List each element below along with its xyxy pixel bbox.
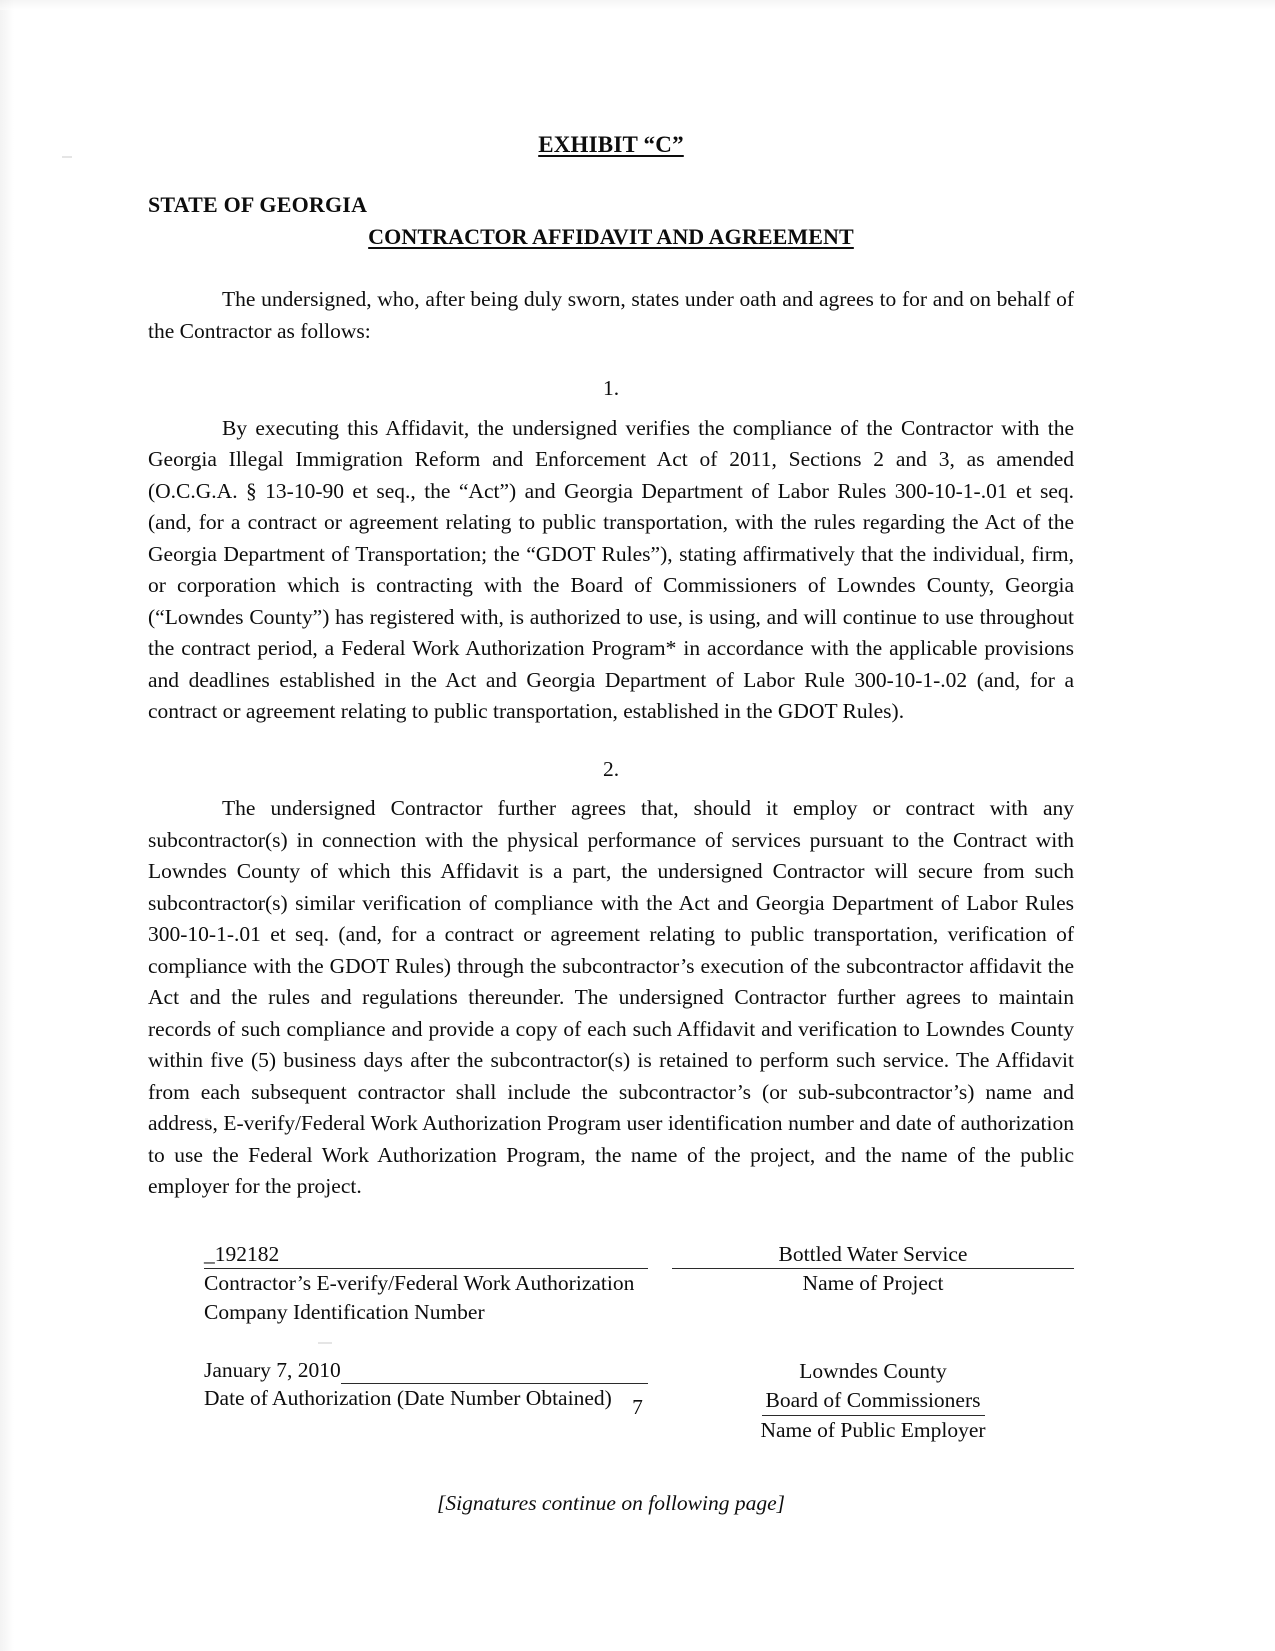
everify-number-field[interactable]: _192182: [204, 1241, 648, 1269]
section-2-number: 2.: [602, 756, 620, 781]
everify-label-line-1: Contractor’s E-verify/Federal Work Authorization: [204, 1270, 635, 1295]
page-number: 7: [632, 1395, 643, 1419]
section-1-number: 1.: [602, 376, 620, 400]
authorization-date-row: [204, 1357, 648, 1384]
public-employer-line-2[interactable]: Board of Commissioners: [762, 1386, 985, 1416]
authorization-date-label: Date of Authorization (Date Number Obtained): [204, 1385, 612, 1410]
signature-continuation-note: [Signatures continue on following page]: [437, 1490, 785, 1515]
scan-edge-shadow-top: [0, 0, 1275, 10]
exhibit-title-text: EXHIBIT “C”: [538, 132, 684, 157]
everify-project-row: [148, 1241, 1074, 1327]
block-spacer: [148, 1327, 1074, 1357]
affidavit-subtitle: [148, 224, 1074, 250]
public-employer-label: Name of Public Employer: [760, 1417, 986, 1442]
authorization-date-rule: [341, 1360, 648, 1384]
section-1-paragraph: By executing this Affidavit, the undersigned verifies the compliance of the Contractor with the Georgia Illegal Immigration Reform and Enforcement Act of 2011, Sections 2 and 3, as amended (O.C.G.A. § 13-10-90 et seq., the “Act”) and Georgia Department of Labor Rules 300-10-1-.01 et seq. (and, for a contract or agreement relating to public transportation, with the rules regarding the Act of the Georgia Department of Transportation; the “GDOT Rules”), stating affirmatively that the individual, firm, or corporation which is contracting with the Board of Commissioners of Lowndes County, Georgia (“Lowndes County”) has registered with, is authorized to use, is using, and will continue to use throughout the contract period, a Federal Work Authorization Program* in accordance with the applicable provisions and deadlines established in the Act and Georgia Department of Labor Rule 300-10-1-.02 (and, for a contract or agreement relating to public transportation, established in the GDOT Rules).: [148, 415, 1074, 723]
document-body: [148, 132, 1074, 1516]
section-2-paragraph: The undersigned Contractor further agrees that, should it employ or contract with any subcontractor(s) in connection with the physical performance of services pursuant to the Contract with Lowndes County of which this Affidavit is a part, the undersigned Contractor will secure from such subcontractor(s) similar verification of compliance with the Act and Georgia Department of Labor Rules 300-10-1-.01 et seq. (and, for a contract or agreement relating to public transportation, verification of compliance with the GDOT Rules) through the subcontractor’s execution of the subcontractor affidavit the Act and the rules and regulations thereunder. The undersigned Contractor further agrees to maintain records of such compliance and provide a copy of each such Affidavit and verification to Lowndes County within five (5) business days after the subcontractor(s) is retained to perform such service. The Affidavit from each subsequent contractor shall include the subcontractor’s (or sub-subcontractor’s) name and address, E-verify/Federal Work Authorization Program user identification number and date of authorization to use the Federal Work Authorization Program, the name of the project, and the name of the public employer for the project.: [148, 796, 1074, 1198]
scan-artifact: [62, 156, 72, 158]
public-employer-line-1[interactable]: Lowndes County: [799, 1358, 947, 1383]
authorization-date-field[interactable]: January 7, 2010: [204, 1357, 341, 1382]
intro-paragraph: The undersigned, who, after being duly sworn, states under oath and agrees to for and on behalf of the Contractor as follows:: [148, 287, 1074, 343]
affidavit-subtitle-text: CONTRACTOR AFFIDAVIT AND AGREEMENT: [368, 224, 854, 249]
project-column: [648, 1241, 1074, 1327]
everify-label-line-2: Company Identification Number: [204, 1299, 485, 1324]
state-heading: STATE OF GEORGIA: [148, 192, 368, 217]
exhibit-title: [148, 132, 1074, 158]
project-name-field[interactable]: Bottled Water Service: [672, 1241, 1074, 1269]
everify-column: [148, 1241, 648, 1327]
project-name-label: Name of Project: [802, 1270, 944, 1295]
